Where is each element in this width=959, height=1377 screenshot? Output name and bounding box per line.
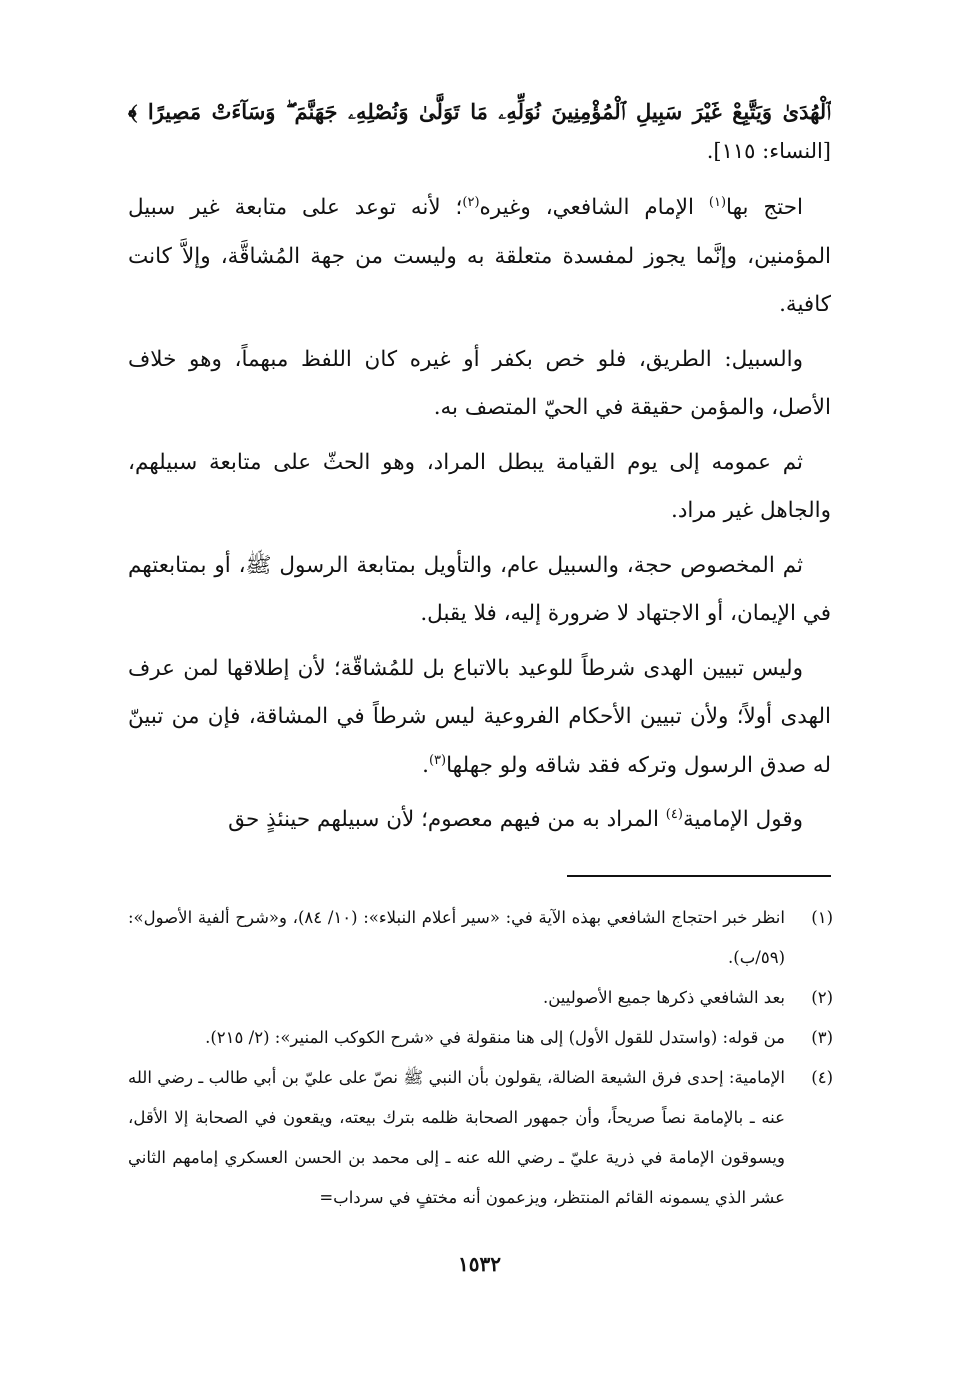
footnote-ref-1: (١)	[708, 194, 727, 210]
paragraph-text: ؛ لأنه توعد على متابعة غير سبيل المؤمنين، وإنَّما يجوز لمفسدة متعلقة به وليست من جهة المُشاقَّة، وإلاَّ كانت كافية.	[128, 195, 831, 317]
footnote-number: (٢)	[811, 988, 833, 1007]
paragraph-4	[128, 542, 831, 639]
paragraph-text: وليس تبيين الهدى شرطاً للوعيد بالاتباع بل للمُشاقّة؛ لأن إطلاقها لمن عرف الهدى أولاً؛ ولأن تبيين الأحكام الفروعية ليس شرطاً في المشاقة، فإن من تبينّ له صدق الرسول وتركه فقد شاقه ولو جهلها	[128, 655, 831, 778]
paragraph-text: ثم عمومه إلى يوم القيامة يبطل المراد، وهو الحثّ على متابعة سبيلهم، والجاهل غير مراد.	[128, 449, 831, 523]
paragraph-text: والسبيل: الطريق، فلو خص بكفر أو غيره كان اللفظ مبهماً، وهو خلاف الأصل، والمؤمن حقيقة في الحيّ المتصف به.	[128, 346, 831, 420]
paragraph-text: .	[422, 752, 429, 778]
footnote-number: (٣)	[811, 1028, 833, 1047]
footnote-text: من قوله: (واستدل للقول الأول) إلى هنا منقولة في «شرح الكوكب المنير»: (٢/ ٢١٥).	[205, 1028, 785, 1047]
footnote-number: (٤)	[811, 1068, 833, 1087]
footnote-number: (١)	[811, 908, 833, 927]
paragraph-text: الإمام الشافعي، وغيره	[479, 195, 709, 220]
paragraph-text: ثم المخصوص حجة، والسبيل عام، والتأويل بمتابعة الرسول ﷺ، أو بمتابعتهم في الإيمان، أو الاجتهاد لا ضرورة إليه، فلا يقبل.	[128, 552, 831, 626]
footnote-ref-3: (٣)	[428, 752, 447, 768]
footnote-separator	[567, 875, 831, 877]
footnote-3	[128, 1018, 833, 1058]
footnote-1	[128, 898, 833, 978]
paragraph-text: احتج بها	[726, 195, 803, 220]
footnote-ref-2: (٢)	[462, 194, 480, 210]
verse-reference: [النساء: ١١٥].	[706, 139, 831, 163]
page-number: ١٥٣٢	[458, 1252, 501, 1276]
quran-verse: ٱلْهُدَىٰ وَيَتَّبِعْ غَيْرَ سَبِيلِ ٱلْمُؤْمِنِينَ نُوَلِّهِۦ مَا تَوَلَّىٰ وَنُصْلِهِۦ جَهَنَّمَ ۖ وَسَآءَتْ مَصِيرًا ﴾	[128, 99, 831, 124]
main-text	[128, 92, 831, 851]
paragraph-text: المراد به من فيهم معصوم؛ لأن سبيلهم حينئذٍ حق	[228, 807, 666, 832]
footnote-2	[128, 978, 833, 1018]
footnote-4	[128, 1058, 833, 1218]
footnote-text: بعد الشافعي ذكرها جميع الأصوليين.	[542, 988, 785, 1007]
paragraph-6	[128, 796, 831, 845]
paragraph-3	[128, 439, 831, 536]
paragraph-text: وقول الإمامية	[682, 807, 803, 832]
footnote-ref-4: (٤)	[665, 806, 683, 822]
paragraph-1	[128, 184, 831, 330]
paragraph-2	[128, 336, 831, 433]
footnotes	[128, 898, 833, 1218]
footnote-text: انظر خبر احتجاج الشافعي بهذه الآية في: «سير أعلام النبلاء»: (١٠/ ٨٤)، و«شرح ألفية الأصول»: (٥٩/ب).	[128, 908, 785, 967]
paragraph-5	[128, 645, 831, 791]
footnote-text: الإمامية: إحدى فرق الشيعة الضالة، يقولون بأن النبي ﷺ نصّ على عليّ بن أبي طالب ـ رضي الله عنه ـ بالإمامة نصاً صريحاً، وأن جمهور الصحابة ظلمه بترك بيعته، ويقعون في الصحابة إلا الأقل، ويسوقون الإمامة في ذرية عليّ ـ رضي الله عنه ـ إلى محمد بن الحسن العسكري إمامهم الثاني عشر الذي يسمونه القائم المنتظر، ويزعمون أنه مختفٍ في سرداب=	[128, 1068, 785, 1207]
